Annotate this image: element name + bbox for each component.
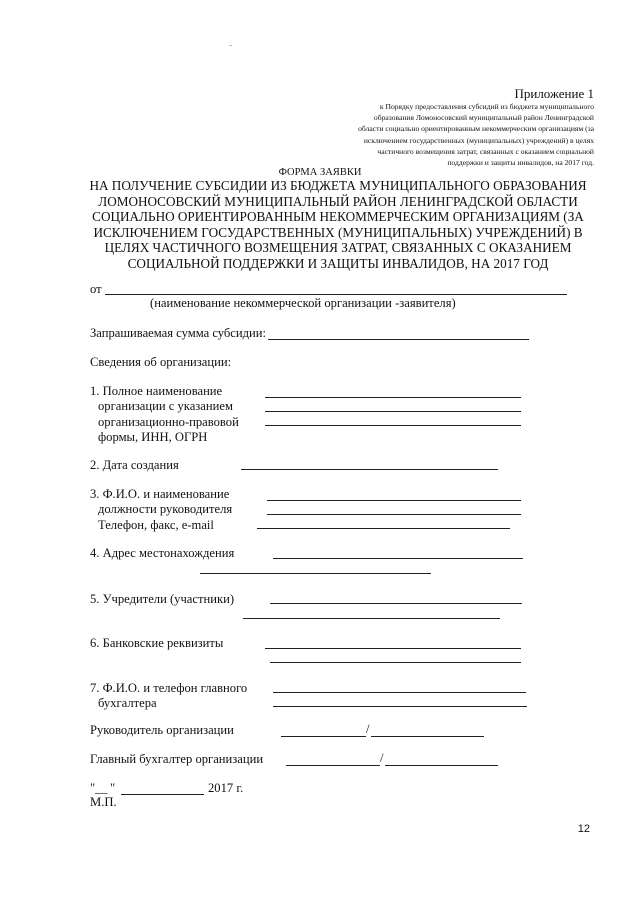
accountant-signature-label: Главный бухгалтер организации (90, 752, 264, 766)
item-4-label: 4. Адрес местонахождения (90, 546, 235, 560)
item-2-field[interactable] (241, 469, 498, 470)
item-5-field[interactable] (270, 603, 522, 604)
appendix-note-line: исключением государственных (муниципальных) учреждений) в целях (363, 135, 594, 145)
head-signature-field[interactable] (281, 736, 366, 737)
head-signature-label: Руководитель организации (90, 723, 234, 737)
item-1-label: 1. Полное наименование организации с указанием организационно-правовой формы, ИНН, ОГРН (90, 384, 239, 444)
date-quote-open: " (90, 781, 96, 795)
appendix-note-line: частичного возмещения затрат, связанных с оказанием социальной (377, 146, 594, 156)
item-3-field[interactable] (267, 500, 521, 501)
item-5-field[interactable] (243, 618, 500, 619)
appendix-note (294, 101, 594, 168)
seal-mark: М.П. (90, 795, 117, 809)
scan-mark (229, 45, 232, 46)
item-2-label: 2. Дата создания (90, 458, 179, 472)
appendix-title: Приложение 1 (514, 86, 594, 101)
item-7-field[interactable] (273, 692, 526, 693)
date-month-field[interactable] (121, 794, 204, 795)
head-name-field[interactable] (371, 736, 484, 737)
item-6-field[interactable] (270, 662, 521, 663)
accountant-name-field[interactable] (385, 765, 498, 766)
item-7-label: 7. Ф.И.О. и телефон главного бухгалтера (90, 681, 248, 711)
from-field[interactable] (105, 294, 567, 295)
item-3-field[interactable] (257, 528, 510, 529)
form-heading-line: СОЦИАЛЬНО ОРИЕНТИРОВАННЫМ НЕКОММЕРЧЕСКИМ ОРГАНИЗАЦИЯМ (ЗА (92, 209, 584, 225)
page-number: 12 (577, 823, 590, 835)
form-heading-line: НА ПОЛУЧЕНИЕ СУБСИДИИ ИЗ БЮДЖЕТА МУНИЦИПАЛЬНОГО ОБРАЗОВАНИЯ (89, 178, 587, 193)
date-day-field[interactable]: __ (95, 781, 108, 795)
appendix-note-line: поддержки и защиты инвалидов, на 2017 год. (447, 158, 594, 168)
form-label: ФОРМА ЗАЯВКИ (278, 167, 362, 178)
form-heading-line: ЛОМОНОСОВСКИЙ МУНИЦИПАЛЬНЫЙ РАЙОН ЛЕНИНГРАДСКОЙ ОБЛАСТИ (98, 193, 578, 209)
appendix-note-line: области социально ориентированным некоммерческим организациям (за (358, 124, 594, 134)
item-6-field[interactable] (265, 648, 521, 649)
appendix-note-line: образования Ломоносовский муниципальный район Ленинградской (373, 113, 594, 123)
form-heading-line: СОЦИАЛЬНОЙ ПОДДЕРЖКИ И ЗАЩИТЫ ИНВАЛИДОВ, НА 2017 ГОД (127, 255, 549, 271)
appendix-note-line: к Порядку предоставления субсидий из бюджета муниципального (379, 102, 594, 111)
form-heading-line: ИСКЛЮЧЕНИЕМ ГОСУДАРСТВЕННЫХ (МУНИЦИПАЛЬНЫХ) УЧРЕЖДЕНИЙ) В (93, 224, 583, 240)
from-caption: (наименование некоммерческой организации -заявителя) (150, 296, 456, 310)
form-heading-line: ЦЕЛЯХ ЧАСТИЧНОГО ВОЗМЕЩЕНИЯ ЗАТРАТ, СВЯЗАННЫХ С ОКАЗАНИЕМ (104, 240, 572, 256)
item-1-field[interactable] (265, 425, 521, 426)
amount-label: Запрашиваемая сумма субсидии: (90, 326, 266, 340)
info-label: Сведения об организации: (90, 355, 232, 369)
item-1-field[interactable] (265, 411, 521, 412)
date-quote-close: " (110, 781, 116, 795)
date-year: 2017 г. (208, 781, 244, 795)
item-3-label: 3. Ф.И.О. и наименование должности руководителя Телефон, факс, e-mail (90, 487, 233, 532)
item-5-label: 5. Учредители (участники) (90, 592, 235, 606)
item-6-label: 6. Банковские реквизиты (90, 636, 224, 650)
form-heading (82, 178, 594, 272)
item-1-field[interactable] (265, 397, 521, 398)
from-label: от (90, 282, 102, 296)
item-7-field[interactable] (273, 706, 527, 707)
item-3-field[interactable] (267, 514, 521, 515)
item-4-field[interactable] (273, 558, 523, 559)
accountant-signature-field[interactable] (286, 765, 380, 766)
amount-field[interactable] (268, 339, 529, 340)
item-4-field[interactable] (200, 573, 431, 574)
accountant-signature-slash: / (380, 751, 384, 765)
head-signature-slash: / (366, 722, 370, 736)
